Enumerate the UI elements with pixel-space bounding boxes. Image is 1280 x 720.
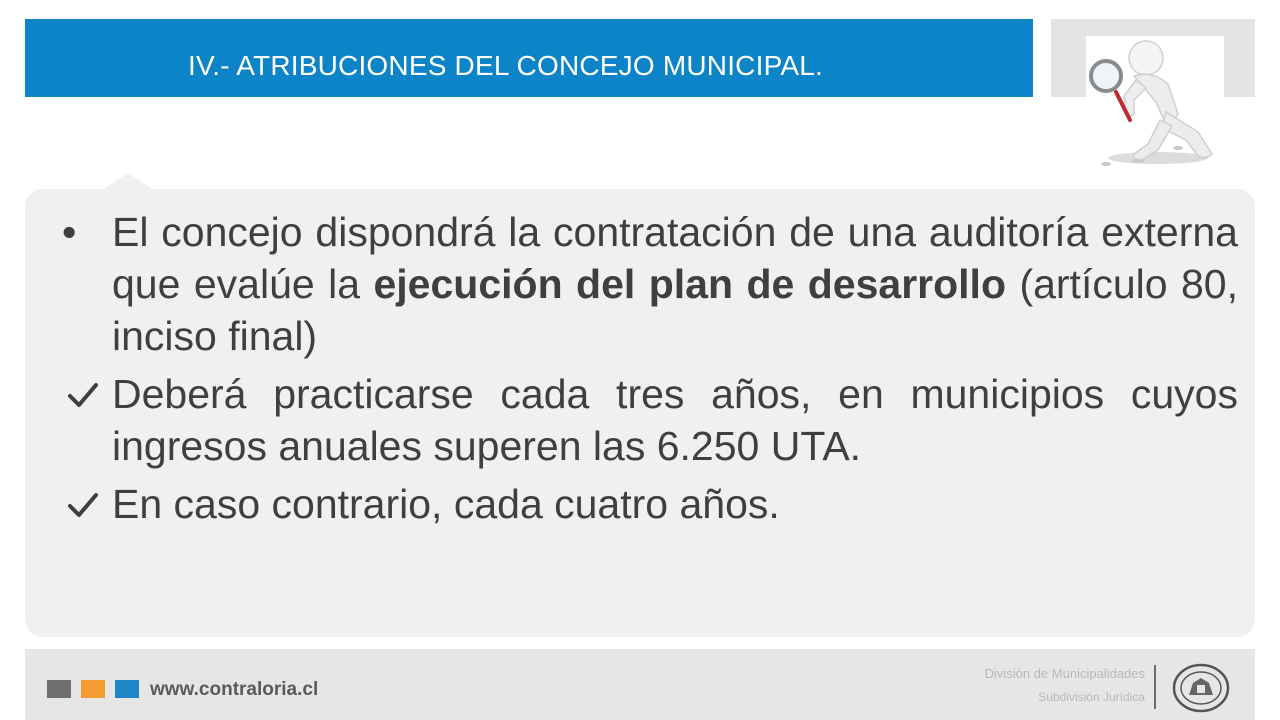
item-text: (artículo 80, inciso final) — [112, 261, 1238, 359]
blue-square-icon — [115, 680, 139, 698]
check-icon — [68, 492, 98, 518]
footer-divider — [1154, 665, 1156, 709]
slide-title: IV.- ATRIBUCIONES DEL CONCEJO MUNICIPAL. — [188, 50, 824, 81]
seal-icon — [1171, 663, 1231, 713]
website-link[interactable]: www.contraloria.cl — [150, 679, 319, 700]
gray-square-icon — [47, 680, 71, 698]
footer — [25, 649, 1255, 720]
person-magnifier-icon — [1086, 36, 1224, 172]
subdivision-label: Subdivisión Jurídica — [1038, 690, 1145, 704]
content-body — [58, 206, 1238, 536]
orange-square-icon — [81, 680, 105, 698]
title-bar — [25, 19, 1033, 97]
division-label: División de Municipalidades — [984, 666, 1145, 681]
check-icon — [68, 382, 98, 408]
item-text: Deberá practicarse cada tres años, en municipios cuyos ingresos anuales superen las 6.250 UTA. — [112, 371, 1238, 469]
list-item — [58, 206, 1238, 362]
list-item — [58, 368, 1238, 472]
item-text-bold: ejecución del plan de desarrollo — [373, 261, 1006, 307]
panel-notch — [102, 173, 154, 190]
list-item — [58, 478, 1238, 530]
bullet-marker: • — [62, 209, 77, 255]
item-text: El concejo dispondrá la contratación de una auditoría externa que evalúe la — [112, 209, 1238, 307]
item-text: En caso contrario, cada cuatro años. — [112, 481, 780, 527]
